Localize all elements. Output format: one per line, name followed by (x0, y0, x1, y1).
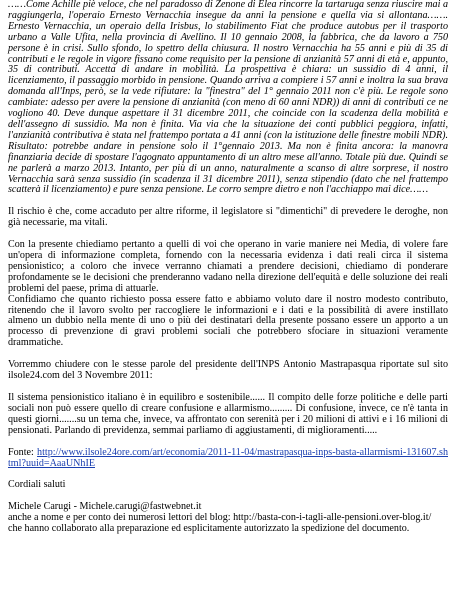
source-line (8, 448, 448, 470)
closing-greeting: Cordiali saluti (8, 479, 66, 491)
readers-line: anche a nome e per conto dei numerosi lettori del blog: http://basta-con-i-tagli-alle-pensioni.over-blog.it/ (8, 512, 432, 524)
quote-paragraph: ……Come Achille piè veloce, che nel paradosso di Zenone di Elea rincorre la tartaruga senza riuscire mai a raggiungerla, l'operaio Ernesto Vernacchia insegue da anni la pensione e quella via si allontana……. Ernesto Vernacchia, un operaio della Irisbus, lo stabilimento Fiat che produce autobus per il trasporto urbano a Valle Ufita, nella provincia di Avellino. Il 10 gennaio 2008, la fabbrica, che da lavoro a 750 persone è in crisi. Sullo sfondo, lo spettro della chiusura. Il nostro Vernacchia ha 55 anni e più di 35 di contributi e le regole in vigore fissano come requisito per la pensione di anzianità 57 anni di età e, appunto, 35 di contributi. Accetta di andare in mobilità. La prospettiva è chiara: un sussidio di 4 anni, il licenziamento, il passaggio morbido in pensione. Quando arriva a compiere i 57 anni e inoltra la sua brava domanda all'Inps, però, se la vede rifiutare: la "finestra" del 1° gennaio 2011 non c'è più. Le regole sono cambiate: adesso per avere la pensione di anzianità (con meno di 60 anni NDR)) di anni di contributi ce ne vogliono 40. Deve dunque aspettare il 31 dicembre 2011, che coincide con la scadenza della mobilità e dell'assegno di sussidio. Ma non è finita. Via via che la situazione dei conti pubblici peggiora, infatti, l'anzianità contributiva è stata nel frattempo portata a 41 anni (con la istituzione delle finestre mobili NDR). Risultato: potrebbe andare in pensione solo il 1°gennaio 2013. Ma non è finita ancora: la manovra finanziaria decide di spostare l'agognato appuntamento di un altro mese all'anno. Totale più due. Quindi se ne parlerà a marzo 2013. Intanto, per più di un anno, naturalmente a scanso di altre sorprese, il nostro Vernacchia sarà senza sussidio (in scadenza il 31 dicembre 2011), senza stipendio (dato che nel frattempo scatterà il licenziamento) e pure senza pensione. Le corro sempre dietro e non l'acchiappo mai dice…… (8, 0, 448, 196)
signature-line: Michele Carugi - Michele.carugi@fastwebnet.it (8, 501, 202, 513)
source-link[interactable]: http://www.ilsole24ore.com/art/economia/2011-11-04/mastrapasqua-inps-basta-allarmismi-131607.shtml?uuid=AaaUNhIE (8, 446, 448, 469)
paragraph-sistema: Il sistema pensionistico italiano è in equilibro e sostenibile...... Il compito delle forze politiche e delle parti sociali non può essere quello di creare confusione e allarmismo......... Di confusione, invece, ce n'è tanta in questi giorni.......su un tema che, invece, va affrontato con serenità per i 20 milioni di attivi e i 16 milioni di pensionati. Parlando di previdenza, semmai parliamo di aggiustamenti, di miglioramenti..... (8, 392, 448, 436)
authorization-line: che hanno collaborato alla preparazione ed esplicitamente autorizzato la spedizione del documento. (8, 523, 410, 535)
paragraph-confidiamo: Confidiamo che quanto richiesto possa essere fatto e abbiamo voluto dare il nostro modesto contributo, ritenendo che il lavoro svolto per raccogliere le informazioni e i dati e la possibilità di avere instillato almeno un dubbio nella mente di uno o più dei destinatari della presente possano essere un apporto a un processo di prevenzione di gravi problemi sociali che potrebbero sfociare in situazioni veramente drammatiche. (8, 293, 448, 349)
source-label: Fonte: (8, 446, 38, 458)
paragraph-presente: Con la presente chiediamo pertanto a quelli di voi che operano in varie maniere nei Media, di volere fare un'opera di informazione completa, fornendo con la necessaria evidenza i dati reali circa il sistema pensionistico; a coloro che invece verranno chiamati a prendere decisioni, chiediamo di ponderare profondamente se le decisioni che prenderanno vadano nella direzione dell'equità e delle soluzione dei reali problemi del paese, prima di attuarle. (8, 239, 448, 294)
paragraph-rischio: Il rischio è che, come accaduto per altre riforme, il legislatore si "dimentichi" di prevedere le deroghe, non già necessarie, ma vitali. (8, 206, 448, 229)
paragraph-vorremmo: Vorremmo chiudere con le stesse parole del presidente dell'INPS Antonio Mastrapasqua riportate sul sito ilsole24.com del 3 Novembre 2011: (8, 359, 448, 382)
